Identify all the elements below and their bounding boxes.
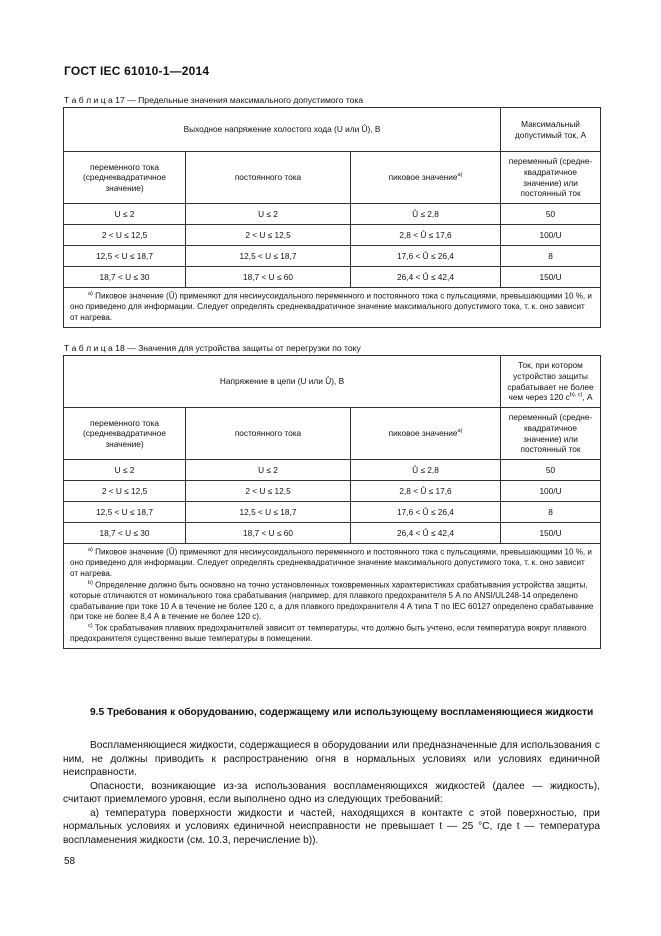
table17-subheader-current: переменный (средне-квадратичное значение) или постоянный ток: [501, 152, 601, 204]
table18-subheader-dc: постоянного тока: [186, 408, 351, 460]
table-cell: 2,8 < Û ≤ 17,6: [351, 225, 501, 246]
table-row: [64, 204, 601, 225]
table-cell: 100/U: [501, 225, 601, 246]
table-cell: 12,5 < U ≤ 18,7: [64, 246, 186, 267]
table18-footnote-a: [70, 547, 594, 580]
table-cell: 50: [501, 460, 601, 481]
table-cell: 100/U: [501, 481, 601, 502]
table18-header-current-text: Ток, при котором устройство защиты срабатывает не более чем через 120 с: [507, 360, 594, 403]
table-row: [64, 460, 601, 481]
table-cell: Û ≤ 2,8: [351, 204, 501, 225]
table18-caption-prefix: Т а б л и ц а 18: [64, 343, 125, 353]
footnote-mark: a): [88, 547, 93, 553]
table-cell: 12,5 < U ≤ 18,7: [186, 502, 351, 523]
table-cell: 12,5 < U ≤ 18,7: [186, 246, 351, 267]
paragraph: Воспламеняющиеся жидкости, содержащиеся в оборудовании или предназначенные для использования с ним, не должны приводить к распространению огня в нормальных условиях или условиях единичной неисправности.: [63, 740, 600, 779]
footnote-mark: a): [88, 291, 93, 297]
table-row: [64, 267, 601, 288]
table18-footnote-b: [70, 580, 594, 623]
table18-caption-text: — Значения для устройства защиты от перегрузки по току: [124, 343, 361, 353]
table-cell: 2 < U ≤ 12,5: [186, 481, 351, 502]
table-cell: 150/U: [501, 523, 601, 544]
table-cell: 17,6 < Û ≤ 26,4: [351, 502, 501, 523]
table-cell: 8: [501, 246, 601, 267]
table-cell: U ≤ 2: [64, 460, 186, 481]
table-cell: 18,7 < U ≤ 60: [186, 267, 351, 288]
footnote-text: Пиковое значение (Û) применяют для несинусоидального переменного и постоянного тока с пульсациями, превышающими 10 %, и оно приведено для информации. Следует определять среднеквадратичное значение максимального допустимого тока, т. к. оно зависит от нагрева.: [70, 291, 592, 323]
footnote-text: Пиковое значение (Û) применяют для несинусоидального переменного и постоянного тока с пульсациями, превышающими 10 %, и оно приведено для информации. Следует определять среднеквадратичное значение максимального допустимого тока, т. к. оно зависит от нагрева.: [70, 547, 592, 579]
table-cell: 26,4 < Û ≤ 42,4: [351, 523, 501, 544]
table-cell: Û ≤ 2,8: [351, 460, 501, 481]
table-cell: 18,7 < U ≤ 30: [64, 267, 186, 288]
table-cell: 2 < U ≤ 12,5: [64, 225, 186, 246]
table18-footnotes: [64, 544, 601, 649]
table-17: [63, 107, 601, 328]
page-number: 58: [64, 856, 76, 867]
table-cell: 8: [501, 502, 601, 523]
table18-footnote-c: [70, 623, 594, 645]
table-cell: U ≤ 2: [64, 204, 186, 225]
table17-header-current: Максимальный допустимый ток, А: [501, 108, 601, 152]
document-title: ГОСТ IEC 61010-1—2014: [64, 64, 210, 78]
table-cell: 18,7 < U ≤ 30: [64, 523, 186, 544]
table17-peak-footnote-mark: a): [457, 172, 463, 179]
table-cell: 50: [501, 204, 601, 225]
table-cell: 2,8 < Û ≤ 17,6: [351, 481, 501, 502]
table-cell: 18,7 < U ≤ 60: [186, 523, 351, 544]
table18-peak-label: пиковое значение: [388, 428, 458, 439]
table17-header-voltage: Выходное напряжение холостого хода (U или Û), В: [64, 108, 501, 152]
table-18: [63, 355, 601, 649]
table-cell: U ≤ 2: [186, 460, 351, 481]
table17-peak-label: пиковое значение: [388, 172, 458, 183]
table-cell: 12,5 < U ≤ 18,7: [64, 502, 186, 523]
paragraph: Опасности, возникающие из-за использования воспламеняющихся жидкостей (далее — жидкость), считают приемлемого уровня, если выполнено одно из следующих требований:: [63, 780, 600, 806]
footnote-text: Определение должно быть основано на точно установленных токовременных характеристиках срабатывания устройства защиты, которые отличаются от номинального тока срабатывания (например, для плавкого предохранителя 5 А по ANSI/UL248-14 определено срабатывание при токе 10 А в течение не более 120 с, а для плавкого предохранителя 4 А типа Т по IEC 60127 определено срабатывание при токе не более 8,4 А в течение не более 120 с).: [70, 580, 594, 622]
table17-subheader-dc: постоянного тока: [186, 152, 351, 204]
table18-header-voltage: Напряжение в цепи (U или Û), В: [64, 356, 501, 408]
table18-header-unit: , А: [582, 392, 593, 403]
table17-subheader-ac: переменного тока (среднеквадратичное значение): [64, 152, 186, 204]
table18-subheader-ac: переменного тока (среднеквадратичное значение): [64, 408, 186, 460]
table-row: [64, 246, 601, 267]
table17-footnote: [64, 288, 601, 328]
table-row: [64, 523, 601, 544]
paragraph: a) температура поверхности жидкости и частей, находящихся в контакте с этой поверхностью, при нормальных условиях и условиях единичной неисправности не превышает t — 25 °C, где t — температура воспламенения жидкости (см. 10.3, перечисление b)).: [63, 807, 600, 846]
table-cell: 150/U: [501, 267, 601, 288]
table-cell: U ≤ 2: [186, 204, 351, 225]
footnote-text: Ток срабатывания плавких предохранителей зависит от температуры, что должно быть учтено, если температура вокруг плавкого предохранителя существенно выше температуры в помещении.: [70, 623, 587, 644]
table-row: [64, 225, 601, 246]
table17-caption: [64, 95, 363, 105]
table18-subheader-peak: [351, 408, 501, 460]
table18-header-footnote-marks: b), c): [569, 392, 583, 399]
table17-footnote-a: [70, 291, 594, 324]
footnote-mark: c): [88, 623, 93, 630]
section-body: [63, 739, 600, 848]
table-row: [64, 481, 601, 502]
table18-peak-footnote-mark: a): [457, 428, 463, 435]
table17-caption-text: — Предельные значения максимального допустимого тока: [124, 95, 364, 105]
table17-caption-prefix: Т а б л и ц а 17: [64, 95, 125, 105]
footnote-mark: b): [88, 579, 93, 586]
section-heading: 9.5 Требования к оборудованию, содержащему или использующему воспламеняющиеся жидкости: [90, 707, 594, 718]
table17-subheader-peak: [351, 152, 501, 204]
table-row: [64, 502, 601, 523]
table18-header-current: [501, 356, 601, 408]
table-cell: 17,6 < Û ≤ 26,4: [351, 246, 501, 267]
table18-caption: [64, 343, 361, 353]
table-cell: 26,4 < Û ≤ 42,4: [351, 267, 501, 288]
table-cell: 2 < U ≤ 12,5: [186, 225, 351, 246]
table-cell: 2 < U ≤ 12,5: [64, 481, 186, 502]
table18-subheader-current: переменный (средне-квадратичное значение) или постоянный ток: [501, 408, 601, 460]
